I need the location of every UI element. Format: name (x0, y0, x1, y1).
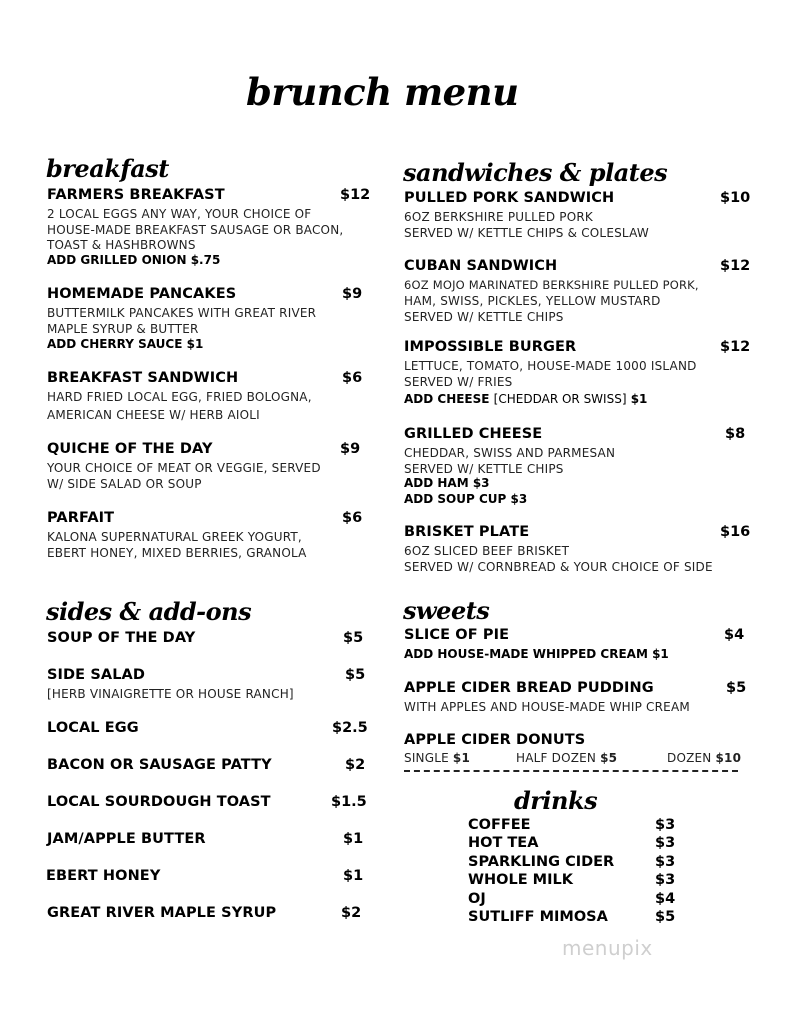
item-description: WITH APPLES AND HOUSE-MADE WHIP CREAM (404, 700, 690, 714)
item-name: FARMERS BREAKFAST (47, 187, 225, 203)
drink-name: OJ (468, 891, 486, 907)
item-description: SERVED W/ KETTLE CHIPS (404, 310, 564, 324)
item-description: LETTUCE, TOMATO, HOUSE-MADE 1000 ISLAND (404, 359, 697, 373)
side-item-price: $2 (341, 905, 362, 921)
item-addon: ADD HOUSE-MADE WHIPPED CREAM $1 (404, 647, 669, 661)
drinks-heading: drinks (514, 786, 598, 815)
item-name: QUICHE OF THE DAY (47, 441, 213, 457)
item-price: $12 (720, 339, 751, 355)
item-name: CUBAN SANDWICH (404, 258, 558, 274)
item-description: KALONA SUPERNATURAL GREEK YOGURT, (47, 530, 302, 544)
item-description: SERVED W/ FRIES (404, 375, 513, 389)
side-item-name: JAM/APPLE BUTTER (47, 831, 206, 847)
item-price: $9 (342, 286, 363, 302)
addon-label: ADD CHEESE (404, 392, 490, 406)
donut-option: DOZEN $10 (667, 751, 742, 765)
item-description: SERVED W/ KETTLE CHIPS (404, 462, 564, 476)
item-name: BREAKFAST SANDWICH (47, 370, 239, 386)
item-name: PARFAIT (47, 510, 115, 526)
sandwiches-heading: sandwiches & plates (403, 158, 668, 187)
side-item-name: BACON OR SAUSAGE PATTY (47, 757, 272, 773)
drink-name: HOT TEA (468, 835, 539, 851)
item-addon (404, 392, 647, 406)
item-name: APPLE CIDER DONUTS (404, 732, 586, 748)
side-item-price: $1 (343, 831, 364, 847)
drink-price: $4 (655, 891, 676, 907)
item-description: TOAST & HASHBROWNS (47, 238, 196, 252)
side-item-name: SIDE SALAD (47, 667, 145, 683)
item-name: HOMEMADE PANCAKES (47, 286, 237, 302)
item-description: EBERT HONEY, MIXED BERRIES, GRANOLA (47, 546, 307, 560)
side-item-price: $1.5 (331, 794, 367, 810)
drink-price: $3 (655, 854, 676, 870)
drink-name: COFFEE (468, 817, 531, 833)
item-name: APPLE CIDER BREAD PUDDING (404, 680, 654, 696)
drink-price: $3 (655, 872, 676, 888)
drink-price: $3 (655, 835, 676, 851)
item-name: BRISKET PLATE (404, 524, 530, 540)
item-price: $16 (720, 524, 751, 540)
item-description: SERVED W/ CORNBREAD & YOUR CHOICE OF SIDE (404, 560, 713, 574)
item-description: CHEDDAR, SWISS AND PARMESAN (404, 446, 616, 460)
side-item-name: EBERT HONEY (46, 868, 161, 884)
addon-price: $1 (630, 392, 648, 406)
breakfast-heading: breakfast (46, 154, 169, 183)
drink-price: $5 (655, 909, 676, 925)
item-description: BUTTERMILK PANCAKES WITH GREAT RIVER (47, 306, 317, 320)
menu-title: brunch menu (246, 70, 519, 114)
side-item-price: $2 (345, 757, 366, 773)
side-item-price: $1 (343, 868, 364, 884)
addon-note: [CHEDDAR OR SWISS] (493, 392, 627, 406)
sweets-heading: sweets (403, 596, 490, 625)
drink-name: WHOLE MILK (468, 872, 573, 888)
item-addon: ADD CHERRY SAUCE $1 (47, 337, 204, 351)
side-item-name: LOCAL SOURDOUGH TOAST (47, 794, 271, 810)
donut-option: HALF DOZEN $5 (516, 751, 618, 765)
item-addon: ADD HAM $3 (404, 476, 490, 490)
side-item-name: GREAT RIVER MAPLE SYRUP (47, 905, 277, 921)
item-description: AMERICAN CHEESE W/ HERB AIOLI (47, 408, 260, 422)
item-price: $12 (720, 258, 751, 274)
drink-name: SUTLIFF MIMOSA (468, 909, 608, 925)
item-name: SLICE OF PIE (404, 627, 510, 643)
item-addon: ADD SOUP CUP $3 (404, 492, 528, 506)
item-description: HARD FRIED LOCAL EGG, FRIED BOLOGNA, (47, 390, 312, 404)
item-description: HOUSE-MADE BREAKFAST SAUSAGE OR BACON, (47, 223, 344, 237)
sides-heading: sides & add-ons (46, 597, 252, 626)
item-description: YOUR CHOICE OF MEAT OR VEGGIE, SERVED (47, 461, 321, 475)
donut-option: SINGLE $1 (404, 751, 471, 765)
item-name: IMPOSSIBLE BURGER (404, 339, 577, 355)
item-name: PULLED PORK SANDWICH (404, 190, 615, 206)
item-price: $10 (720, 190, 751, 206)
side-item-price: $5 (345, 667, 366, 683)
item-description: 6OZ BERKSHIRE PULLED PORK (404, 210, 593, 224)
drink-price: $3 (655, 817, 676, 833)
item-price: $12 (340, 187, 371, 203)
item-description: 6OZ MOJO MARINATED BERKSHIRE PULLED PORK, (404, 278, 699, 292)
side-item-price: $2.5 (332, 720, 368, 736)
side-item-price: $5 (343, 630, 364, 646)
item-name: GRILLED CHEESE (404, 426, 543, 442)
item-description: MAPLE SYRUP & BUTTER (47, 322, 199, 336)
item-description: W/ SIDE SALAD OR SOUP (47, 477, 202, 491)
item-description: HAM, SWISS, PICKLES, YELLOW MUSTARD (404, 294, 661, 308)
item-description: 2 LOCAL EGGS ANY WAY, YOUR CHOICE OF (47, 207, 312, 221)
drink-name: SPARKLING CIDER (468, 854, 615, 870)
dashed-divider (404, 770, 738, 772)
side-item-description: [HERB VINAIGRETTE OR HOUSE RANCH] (47, 687, 294, 701)
item-price: $6 (342, 510, 363, 526)
item-addon: ADD GRILLED ONION $.75 (47, 253, 221, 267)
item-description: 6OZ SLICED BEEF BRISKET (404, 544, 570, 558)
item-price: $8 (725, 426, 746, 442)
item-price: $5 (726, 680, 747, 696)
item-price: $6 (342, 370, 363, 386)
side-item-name: SOUP OF THE DAY (47, 630, 196, 646)
side-item-name: LOCAL EGG (47, 720, 139, 736)
item-price: $4 (724, 627, 745, 643)
item-description: SERVED W/ KETTLE CHIPS & COLESLAW (404, 226, 649, 240)
watermark-logo: menupix (562, 936, 653, 960)
item-price: $9 (340, 441, 361, 457)
